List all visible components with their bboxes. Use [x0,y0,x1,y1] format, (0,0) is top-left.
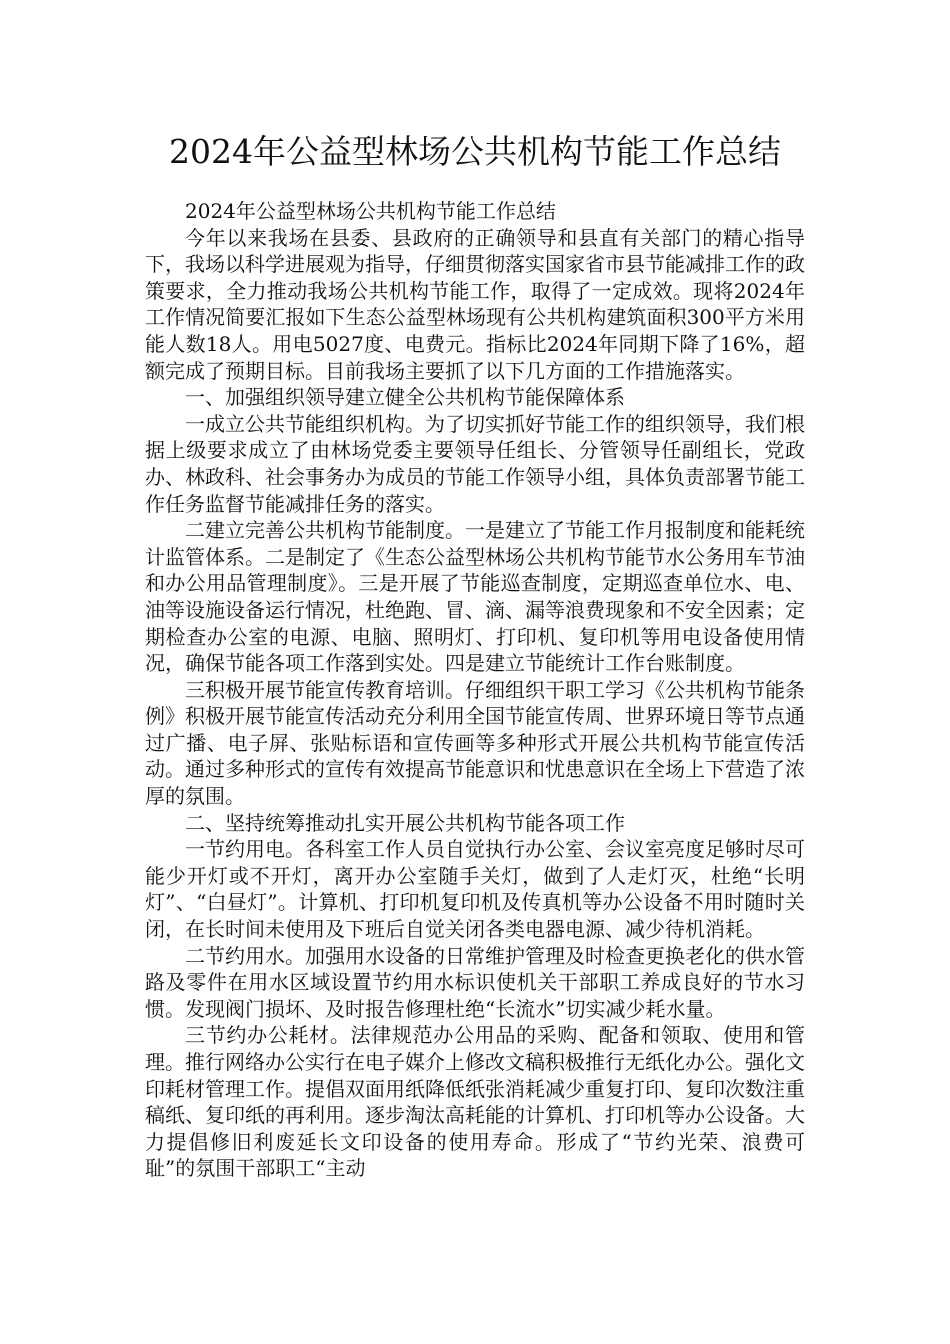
paragraph-intro: 今年以来我场在县委、县政府的正确领导和县直有关部门的精心指导下，我场以科学进展观为指导，仔细贯彻落实国家省市县节能减排工作的政策要求，全力推动我场公共机构节能工作，取得了一定成效。现将2024年工作情况简要汇报如下生态公益型林场现有公共机构建筑面积300平方米用能人数18人。用电5027度、电费元。指标比2024年同期下降了16%，超额完成了预期目标。目前我场主要抓了以下几方面的工作措施落实。 [145,225,805,383]
paragraph-system: 二建立完善公共机构节能制度。一是建立了节能工作月报制度和能耗统计监管体系。二是制定了《生态公益型林场公共机构节能节水公务用车节油和办公用品管理制度》。三是开展了节能巡查制度，定期巡查单位水、电、油等设施设备运行情况，杜绝跑、冒、滴、漏等浪费现象和不安全因素；定期检查办公室的电源、电脑、照明灯、打印机、复印机等用电设备使用情况，确保节能各项工作落到实处。四是建立节能统计工作台账制度。 [145,518,805,676]
paragraph-subtitle: 2024年公益型林场公共机构节能工作总结 [185,199,556,223]
document-body [145,198,805,1182]
paragraph-electricity: 一节约用电。各科室工作人员自觉执行办公室、会议室亮度足够时尽可能少开灯或不开灯，离开办公室随手关灯，做到了人走灯灭，杜绝“长明灯”、“白昼灯”。计算机、打印机复印机及传真机等办公设备不用时随时关闭，在长时间未使用及下班后自觉关闭各类电器电源、减少待机消耗。 [145,837,805,942]
paragraph-publicity: 三积极开展节能宣传教育培训。仔细组织干职工学习《公共机构节能条例》积极开展节能宣传活动充分利用全国节能宣传周、世界环境日等节点通过广播、电子屏、张贴标语和宣传画等多种形式开展公共机构节能宣传活动。通过多种形式的宣传有效提高节能意识和忧患意识在全场上下营造了浓厚的氛围。 [145,677,805,809]
paragraph-organization: 一成立公共节能组织机构。为了切实抓好节能工作的组织领导，我们根据上级要求成立了由林场党委主要领导任组长、分管领导任副组长，党政办、林政科、社会事务办为成员的节能工作领导小组，具体负责部署节能工作任务监督节能减排任务的落实。 [145,411,805,516]
section-heading-1: 一、加强组织领导建立健全公共机构节能保障体系 [185,385,625,410]
section-heading-2: 二、坚持统筹推动扎实开展公共机构节能各项工作 [185,810,625,835]
document-title: 2024年公益型林场公共机构节能工作总结 [169,132,781,171]
paragraph-supplies: 三节约办公耗材。法律规范办公用品的采购、配备和领取、使用和管理。推行网络办公实行在电子媒介上修改文稿积极推行无纸化办公。强化文印耗材管理工作。提倡双面用纸降低纸张消耗减少重复打印、复印次数注重稿纸、复印纸的再利用。逐步淘汰高耗能的计算机、打印机等办公设备。大力提倡修旧利废延长文印设备的使用寿命。形成了“节约光荣、浪费可耻”的氛围干部职工“主动 [145,1023,805,1181]
paragraph-water: 二节约用水。加强用水设备的日常维护管理及时检查更换老化的供水管路及零件在用水区域设置节约用水标识使机关干部职工养成良好的节水习惯。发现阀门损坏、及时报告修理杜绝“长流水”切实减少耗水量。 [145,943,805,1021]
